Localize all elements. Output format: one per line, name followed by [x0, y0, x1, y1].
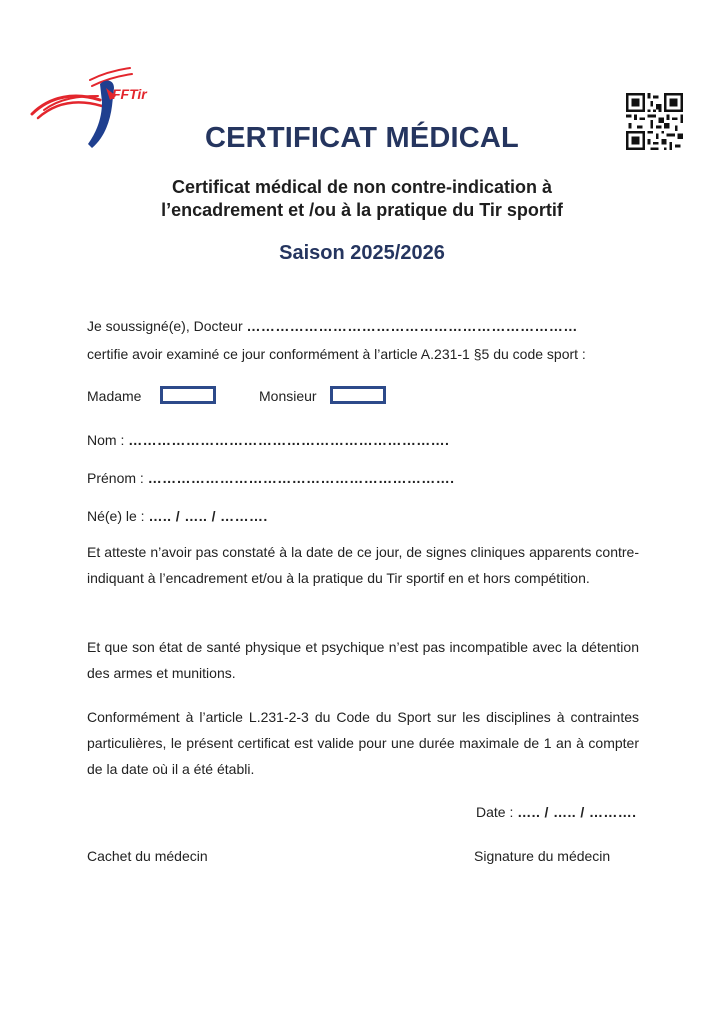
prenom-field[interactable]: ………………………………………………………. [147, 470, 455, 486]
date-label: Date : [476, 804, 518, 820]
date-field[interactable]: ….. / ….. / ………. [517, 804, 637, 820]
subtitle-line-2: l’encadrement et /ou à la pratique du Tir sportif [161, 200, 563, 220]
validity-paragraph: Conformément à l’article L.231-2-3 du Code du Sport sur les disciplines à contraintes particulières, le présent certificat est valide pour une durée maximale de 1 an à compter de la date où il a été établi. [87, 709, 639, 777]
page-title: CERTIFICAT MÉDICAL [205, 122, 519, 154]
madame-label: Madame [87, 388, 142, 404]
nom-label: Nom : [87, 432, 129, 448]
health-paragraph: Et que son état de santé physique et psychique n’est pas incompatible avec la détention des armes et munitions. [87, 639, 639, 681]
monsieur-label: Monsieur [259, 388, 317, 404]
stamp-label: Cachet du médecin [87, 848, 208, 864]
subtitle [0, 176, 724, 222]
prenom-label: Prénom : [87, 470, 148, 486]
attestation-paragraph: Et atteste n’avoir pas constaté à la date de ce jour, de signes cliniques apparents contre-indiquant à l’encadrement et/ou à la pratique du Tir sportif en et hors compétition. [87, 544, 639, 586]
certify-text: certifie avoir examiné ce jour conformément à l’article A.231-1 §5 du code sport : [87, 346, 586, 362]
birthdate-label: Né(e) le : [87, 508, 149, 524]
subtitle-line-1: Certificat médical de non contre-indication à [171, 177, 553, 197]
date-line [476, 804, 636, 820]
logo-text: FFTir [112, 86, 147, 102]
doctor-label: Je soussigné(e), Docteur [87, 318, 247, 334]
birthdate-field[interactable]: ….. / ….. / ………. [148, 508, 268, 524]
monsieur-checkbox[interactable] [330, 386, 386, 404]
nom-field[interactable]: …………………………………………………………. [128, 432, 450, 448]
nom-line [87, 432, 449, 448]
season-label: Saison 2025/2026 [279, 242, 445, 264]
birthdate-line [87, 508, 268, 524]
signature-label: Signature du médecin [474, 848, 611, 864]
madame-checkbox[interactable] [160, 386, 216, 404]
prenom-line [87, 470, 454, 486]
doctor-name-field[interactable]: …………………………………………………………… [246, 318, 578, 334]
doctor-line [87, 318, 578, 334]
